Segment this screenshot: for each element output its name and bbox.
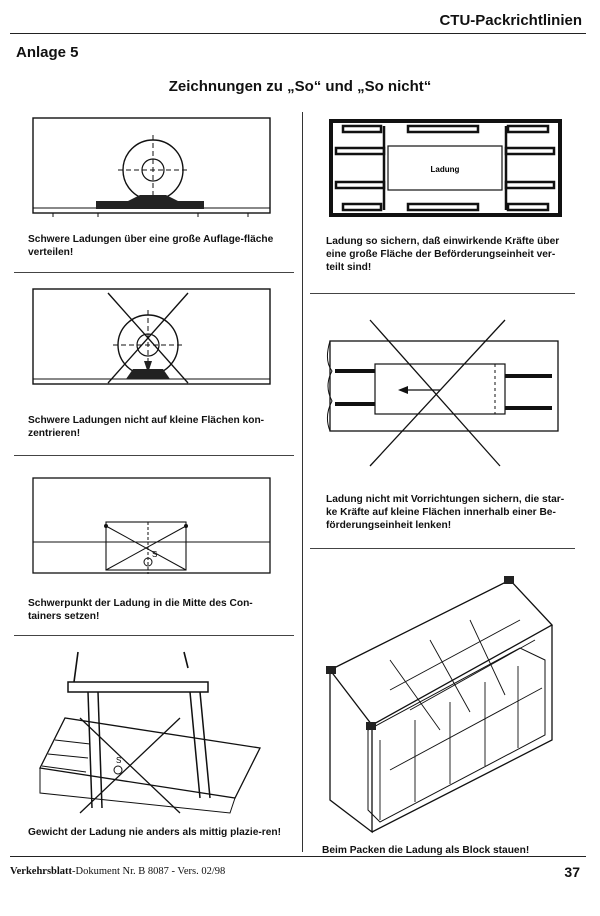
caption-4: Ladung nicht mit Vorrichtungen sichern, die star-ke Kräfte auf kleine Flächen innerhalb einer Be-förderungseinheit lenken! — [326, 494, 565, 531]
caption-5: Schwerpunkt der Ladung in die Mitte des Con-tainers setzen! — [28, 598, 253, 622]
row-divider-right-2 — [310, 548, 575, 549]
figure-wide-support — [28, 115, 278, 220]
row-divider-right-1 — [310, 293, 575, 294]
caption-3: Schwere Ladungen nicht auf kleine Flächen kon-zentrieren! — [28, 415, 265, 439]
figure-center-of-gravity — [28, 474, 278, 584]
row-divider-left-1 — [14, 272, 294, 273]
caption-2: Ladung so sichern, daß einwirkende Kräfte über eine große Fläche der Beförderungseinheit ver-teilt sind! — [326, 236, 560, 273]
figure-block-stowage — [320, 570, 570, 840]
lift-gravity-label-s: S — [116, 756, 122, 765]
row-divider-left-2 — [14, 455, 294, 456]
footer-rule — [10, 856, 586, 857]
figure-point-load-crossed — [320, 316, 568, 476]
ladung-label: Ladung — [430, 165, 460, 174]
figure-off-center-lift — [30, 648, 280, 818]
gravity-label-s: S — [152, 550, 158, 559]
row-divider-left-3 — [14, 635, 294, 636]
doc-name: Verkehrsblatt — [10, 866, 73, 877]
caption-6: Gewicht der Ladung nie anders als mittig plazie-ren! — [28, 827, 282, 838]
caption-1: Schwere Ladungen über eine große Auflage-fläche verteilen! — [28, 234, 274, 258]
page-number: 37 — [564, 864, 580, 880]
column-divider — [302, 112, 303, 852]
figure-large-area-bracing — [328, 118, 563, 218]
annex-label: Anlage 5 — [16, 44, 79, 61]
document-reference — [10, 866, 225, 877]
header-rule — [10, 33, 586, 34]
doc-number: -Dokument Nr. B 8087 - Vers. 02/98 — [72, 866, 226, 877]
figure-small-support-crossed — [28, 283, 278, 393]
page-title: Zeichnungen zu „So“ und „So nicht“ — [168, 78, 432, 95]
header-title: CTU-Packrichtlinien — [439, 12, 582, 29]
caption-7: Beim Packen die Ladung als Block stauen! — [322, 845, 530, 856]
